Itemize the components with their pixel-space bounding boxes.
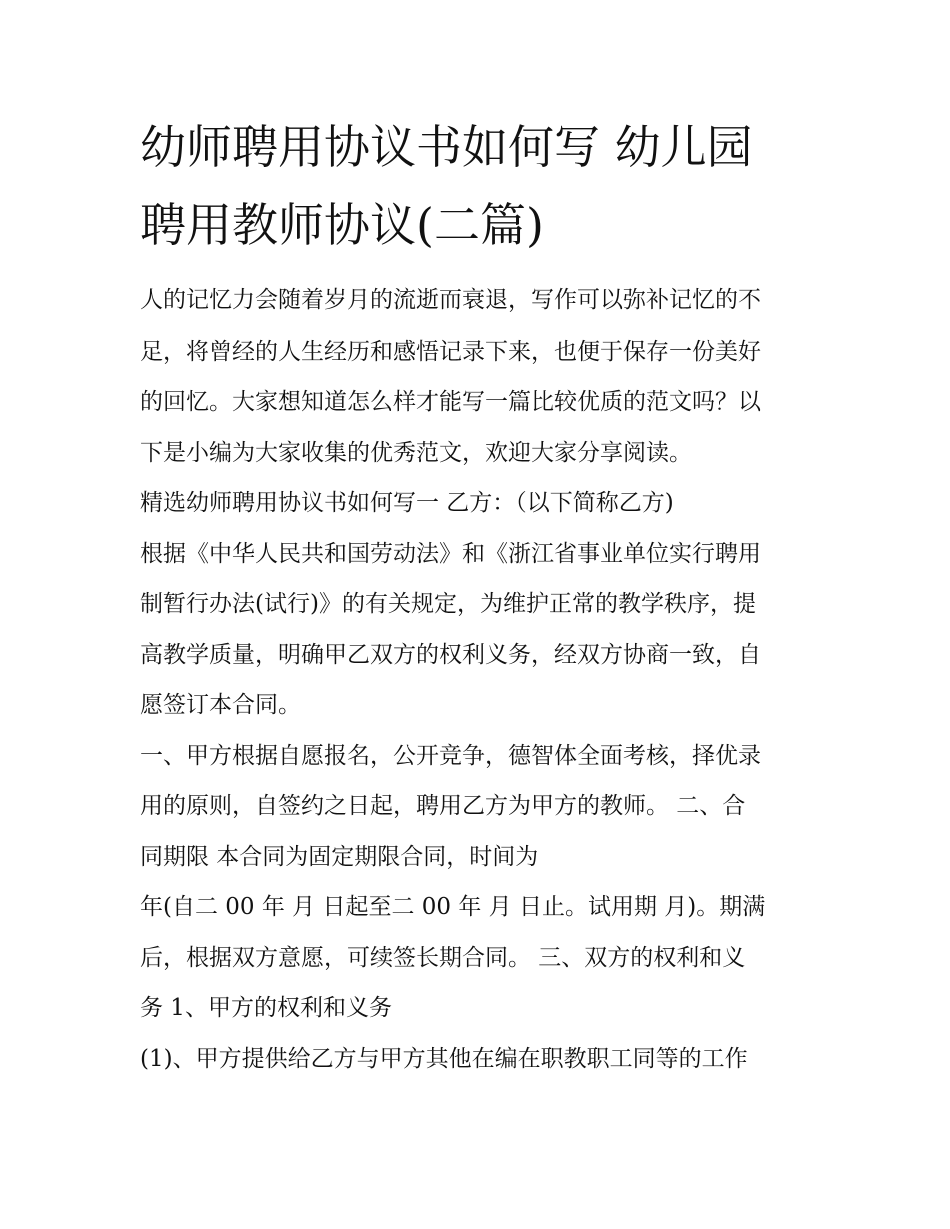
body-line: 高教学质量，明确甲乙双方的权利义务，经双方协商一致，自 xyxy=(140,642,761,668)
body-line: 后，根据双方意愿，可续签长期合同。 三、双方的权利和义 xyxy=(140,945,746,971)
body-line: (1)、甲方提供给乙方与甲方其他在编在职教职工同等的工作 xyxy=(140,1046,748,1072)
body-line: 愿签订本合同。 xyxy=(140,692,301,718)
document-title-line-2: 聘用教师协议(二篇) xyxy=(140,198,544,252)
body-line: 人的记忆力会随着岁月的流逝而衰退，写作可以弥补记忆的不 xyxy=(140,287,761,313)
body-line: 制暂行办法(试行)》的有关规定，为维护正常的教学秩序，提 xyxy=(140,591,756,617)
body-line: 下是小编为大家收集的优秀范文，欢迎大家分享阅读。 xyxy=(140,440,692,466)
body-line: 足，将曾经的人生经历和感悟记录下来，也便于保存一份美好 xyxy=(140,339,761,365)
body-line: 年(自二 00 年 月 日起至二 00 年 月 日止。试用期 月)。期满 xyxy=(140,894,766,920)
body-line: 根据《中华人民共和国劳动法》和《浙江省事业单位实行聘用 xyxy=(140,541,761,567)
body-line: 用的原则，自签约之日起，聘用乙方为甲方的教师。 二、合 xyxy=(140,793,746,819)
body-line: 务 1、甲方的权利和义务 xyxy=(140,995,392,1021)
body-line: 同期限 本合同为固定期限合同，时间为 xyxy=(140,844,539,870)
body-line: 精选幼师聘用协议书如何写一 乙方：（以下简称乙方) xyxy=(140,490,674,516)
document-title-line-1: 幼师聘用协议书如何写 幼儿园 xyxy=(140,120,753,174)
body-line: 一、甲方根据自愿报名，公开竞争，德智体全面考核，择优录 xyxy=(140,743,761,769)
body-line: 的回忆。大家想知道怎么样才能写一篇比较优质的范文吗？以 xyxy=(140,389,761,415)
